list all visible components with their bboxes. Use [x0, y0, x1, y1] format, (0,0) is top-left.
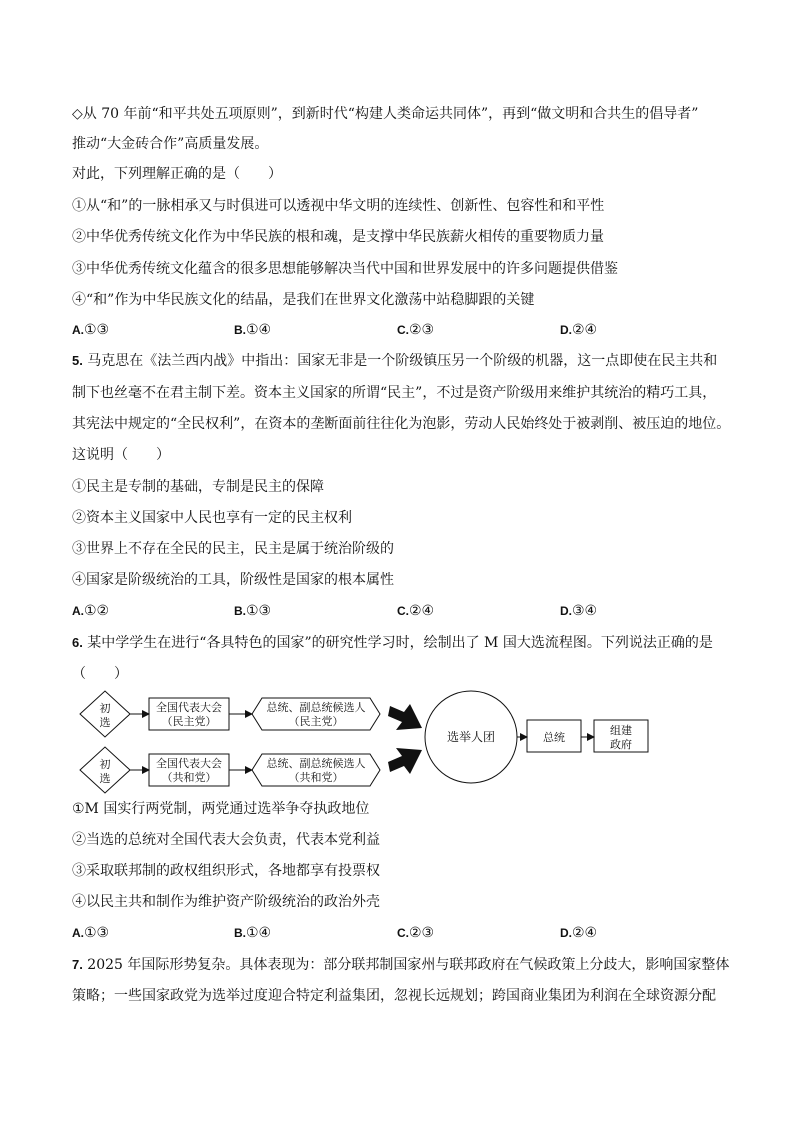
q5-number: 5. [72, 353, 83, 368]
q7-stem-line-1: 7. 2025 年国际形势复杂。具体表现为：部分联邦制国家州与联邦政府在气候政策上分歧大，影响国家整体 [72, 957, 730, 973]
block-arrow-bottom [388, 748, 422, 774]
q5-option-a[interactable]: A.①② [72, 603, 110, 619]
election-flowchart [72, 686, 732, 800]
q7-number: 7. [72, 957, 83, 972]
q5-statement-3: ③世界上不存在全民的民主，民主是属于统治阶级的 [72, 541, 394, 557]
q6-option-d[interactable]: D.②④ [560, 925, 598, 941]
president-label: 总统 [543, 731, 565, 744]
q7-stem-line-2: 策略；一些国家政党为选举过度迎合特定利益集团，忽视长远规划；跨国商业集团为利润在全球资源分配 [72, 988, 716, 1004]
q5-stem-line-4: 这说明（ ） [72, 447, 170, 463]
convention-2-line-2: （共和党） [161, 771, 217, 784]
q4-option-a[interactable]: A.①③ [72, 322, 110, 338]
q5-stem-line-3: 其宪法中规定的“全民权利”，在资本的垄断面前往往化为泡影，劳动人民始终处于被剥削、被压迫的地位。 [72, 416, 731, 432]
flowchart-svg [72, 686, 732, 800]
q6-stem-line-1: 6. 某中学学生在进行“各具特色的国家”的研究性学习时，绘制出了 M 国大选流程图。下列说法正确的是 [72, 635, 713, 651]
q4-statement-3: ③中华优秀传统文化蕴含的很多思想能够解决当代中国和世界发展中的许多问题提供借鉴 [72, 261, 618, 277]
q6-stem-line-2: （ ） [72, 666, 128, 682]
primary-1-line-1: 初 [99, 702, 111, 715]
q5-stem-line-2: 制下也丝毫不在君主制下差。资本主义国家的所谓“民主”，不过是资产阶级用来维护其统治的精巧工具， [72, 385, 717, 401]
convention-1-line-1: 全国代表大会 [156, 701, 222, 714]
q4-option-c[interactable]: C.②③ [397, 322, 435, 338]
q5-option-d[interactable]: D.③④ [560, 603, 598, 619]
q4-option-d[interactable]: D.②④ [560, 322, 598, 338]
primary-1-line-2: 选 [99, 716, 111, 729]
candidates-1-line-1: 总统、副总统候选人 [266, 701, 366, 714]
q4-options [72, 320, 732, 340]
q6-option-a[interactable]: A.①③ [72, 925, 110, 941]
q6-number: 6. [72, 635, 83, 650]
q6-statement-1: ①M 国实行两党制，两党通过选举争夺执政地位 [72, 801, 370, 817]
q4-stem-line-2: 推动“大金砖合作”高质量发展。 [72, 136, 269, 152]
electoral-college-label: 选举人团 [446, 730, 496, 744]
q5-stem-line-1: 5. 马克思在《法兰西内战》中指出：国家无非是一个阶级镇压另一个阶级的机器，这一点即使在民主共和 [72, 353, 718, 369]
q6-statement-2: ②当选的总统对全国代表大会负责，代表本党利益 [72, 832, 380, 848]
convention-1-line-2: （民主党） [161, 715, 217, 728]
q4-statement-2: ②中华优秀传统文化作为中华民族的根和魂，是支撑中华民族薪火相传的重要物质力量 [72, 229, 604, 245]
q5-option-b[interactable]: B.①③ [234, 603, 272, 619]
q4-stem-line-1: ◇从 70 年前“和平共处五项原则”，到新时代“构建人类命运共同体”，再到“做文明和合共生的倡导者” [72, 106, 699, 122]
q5-statement-2: ②资本主义国家中人民也享有一定的民主权利 [72, 510, 352, 526]
q4-option-b[interactable]: B.①④ [234, 322, 272, 338]
government-line-2: 政府 [610, 738, 632, 751]
q4-statement-4: ④“和”作为中华民族文化的结晶，是我们在世界文化激荡中站稳脚跟的关键 [72, 292, 535, 308]
convention-2-line-1: 全国代表大会 [156, 757, 222, 770]
q6-option-b[interactable]: B.①④ [234, 925, 272, 941]
primary-2-line-1: 初 [99, 758, 111, 771]
q4-stem-line-3: 对此，下列理解正确的是（ ） [72, 166, 282, 182]
q5-statement-1: ①民主是专制的基础，专制是民主的保障 [72, 479, 324, 495]
q6-statement-3: ③采取联邦制的政权组织形式，各地都享有投票权 [72, 863, 380, 879]
candidates-2-line-1: 总统、副总统候选人 [266, 757, 366, 770]
q4-statement-1: ①从“和”的一脉相承又与时俱进可以透视中华文明的连续性、创新性、包容性和和平性 [72, 198, 605, 214]
q5-option-c[interactable]: C.②④ [397, 603, 435, 619]
q5-options [72, 601, 732, 621]
block-arrow-top [388, 704, 422, 730]
government-line-1: 组建 [610, 724, 632, 737]
q6-options [72, 923, 732, 943]
q6-option-c[interactable]: C.②③ [397, 925, 435, 941]
candidates-2-line-2: （共和党） [288, 771, 344, 784]
q6-statement-4: ④以民主共和制作为维护资产阶级统治的政治外壳 [72, 894, 380, 910]
primary-2-line-2: 选 [99, 772, 111, 785]
q5-statement-4: ④国家是阶级统治的工具，阶级性是国家的根本属性 [72, 572, 394, 588]
candidates-1-line-2: （民主党） [288, 715, 344, 728]
